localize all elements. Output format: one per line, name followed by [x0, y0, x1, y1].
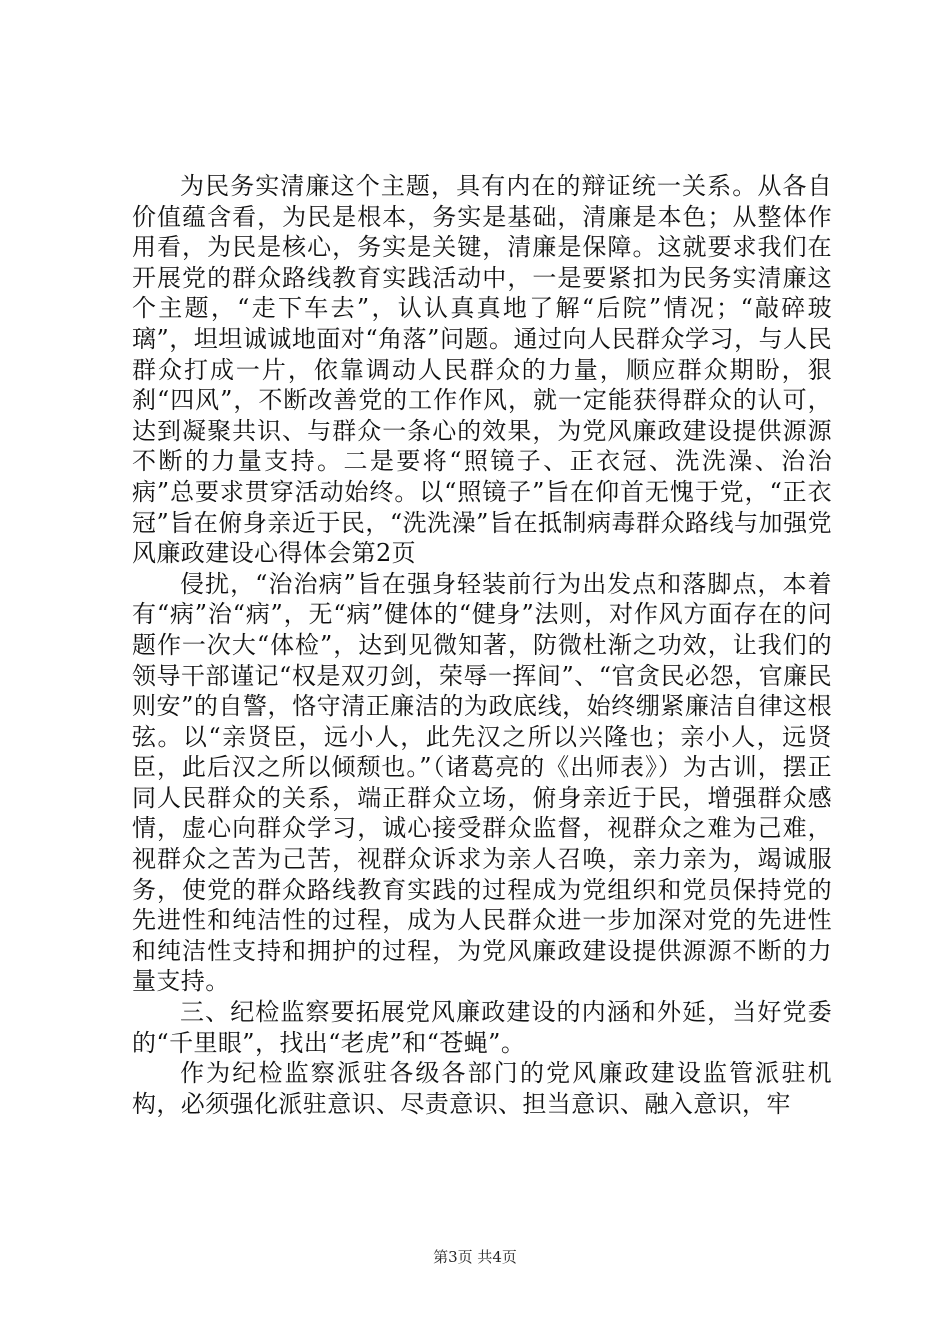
document-body: [132, 171, 832, 1119]
paragraph-4: 作为纪检监察派驻各级各部门的党风廉政建设监管派驻机构，必须强化派驻意识、尽责意识、担当意识、融入意识，牢: [132, 1059, 832, 1118]
paragraph-1: 为民务实清廉这个主题，具有内在的辩证统一关系。从各自价值蕴含看，为民是根本，务实是基础，清廉是本色；从整体作用看，为民是核心，务实是关键，清廉是保障。这就要求我们在开展党的群众路线教育实践活动中，一是要紧扣为民务实清廉这个主题，“走下车去”，认认真真地了解“后院”情况；“敲碎玻璃”，坦坦诚诚地面对“角落”问题。通过向人民群众学习，与人民群众打成一片，依靠调动人民群众的力量，顺应群众期盼，狠刹“四风”，不断改善党的工作作风，就一定能获得群众的认可，达到凝聚共识、与群众一条心的效果，为党风廉政建设提供源源不断的力量支持。二是要将“照镜子、正衣冠、洗洗澡、治治病”总要求贯穿活动始终。以“照镜子”旨在仰首无愧于党，“正衣冠”旨在俯身亲近于民，“洗洗澡”旨在抵制病毒群众路线与加强党风廉政建设心得体会第2页: [132, 172, 832, 568]
paragraph-2: 侵扰，“治治病”旨在强身轻装前行为出发点和落脚点，本着有“病”治“病”，无“病”健体的“健身”法则，对作风方面存在的问题作一次大“体检”，达到见微知著，防微杜渐之功效，让我们的领导干部谨记“权是双刃剑，荣辱一挥间”、“官贪民必怨，官廉民则安”的自警，恪守清正廉洁的为政底线，始终绷紧廉洁自律这根弦。以“亲贤臣，远小人，此先汉之所以兴隆也；亲小人，远贤臣，此后汉之所以倾颓也。”（诸葛亮的《出师表》）为古训，摆正同人民群众的关系，端正群众立场，俯身亲近于民，增强群众感情，虚心向群众学习，诚心接受群众监督，视群众之难为己难，视群众之苦为己苦，视群众诉求为亲人召唤，亲力亲为，竭诚服务，使党的群众路线教育实践的过程成为党组织和党员保持党的先进性和纯洁性的过程，成为人民群众进一步加深对党的先进性和纯洁性支持和拥护的过程，为党风廉政建设提供源源不断的力量支持。: [132, 569, 832, 996]
page-footer: 第3页 共4页: [433, 1248, 517, 1266]
paragraph-3: 三、纪检监察要拓展党风廉政建设的内涵和外延，当好党委的“千里眼”，找出“老虎”和“苍蝇”。: [132, 998, 832, 1057]
